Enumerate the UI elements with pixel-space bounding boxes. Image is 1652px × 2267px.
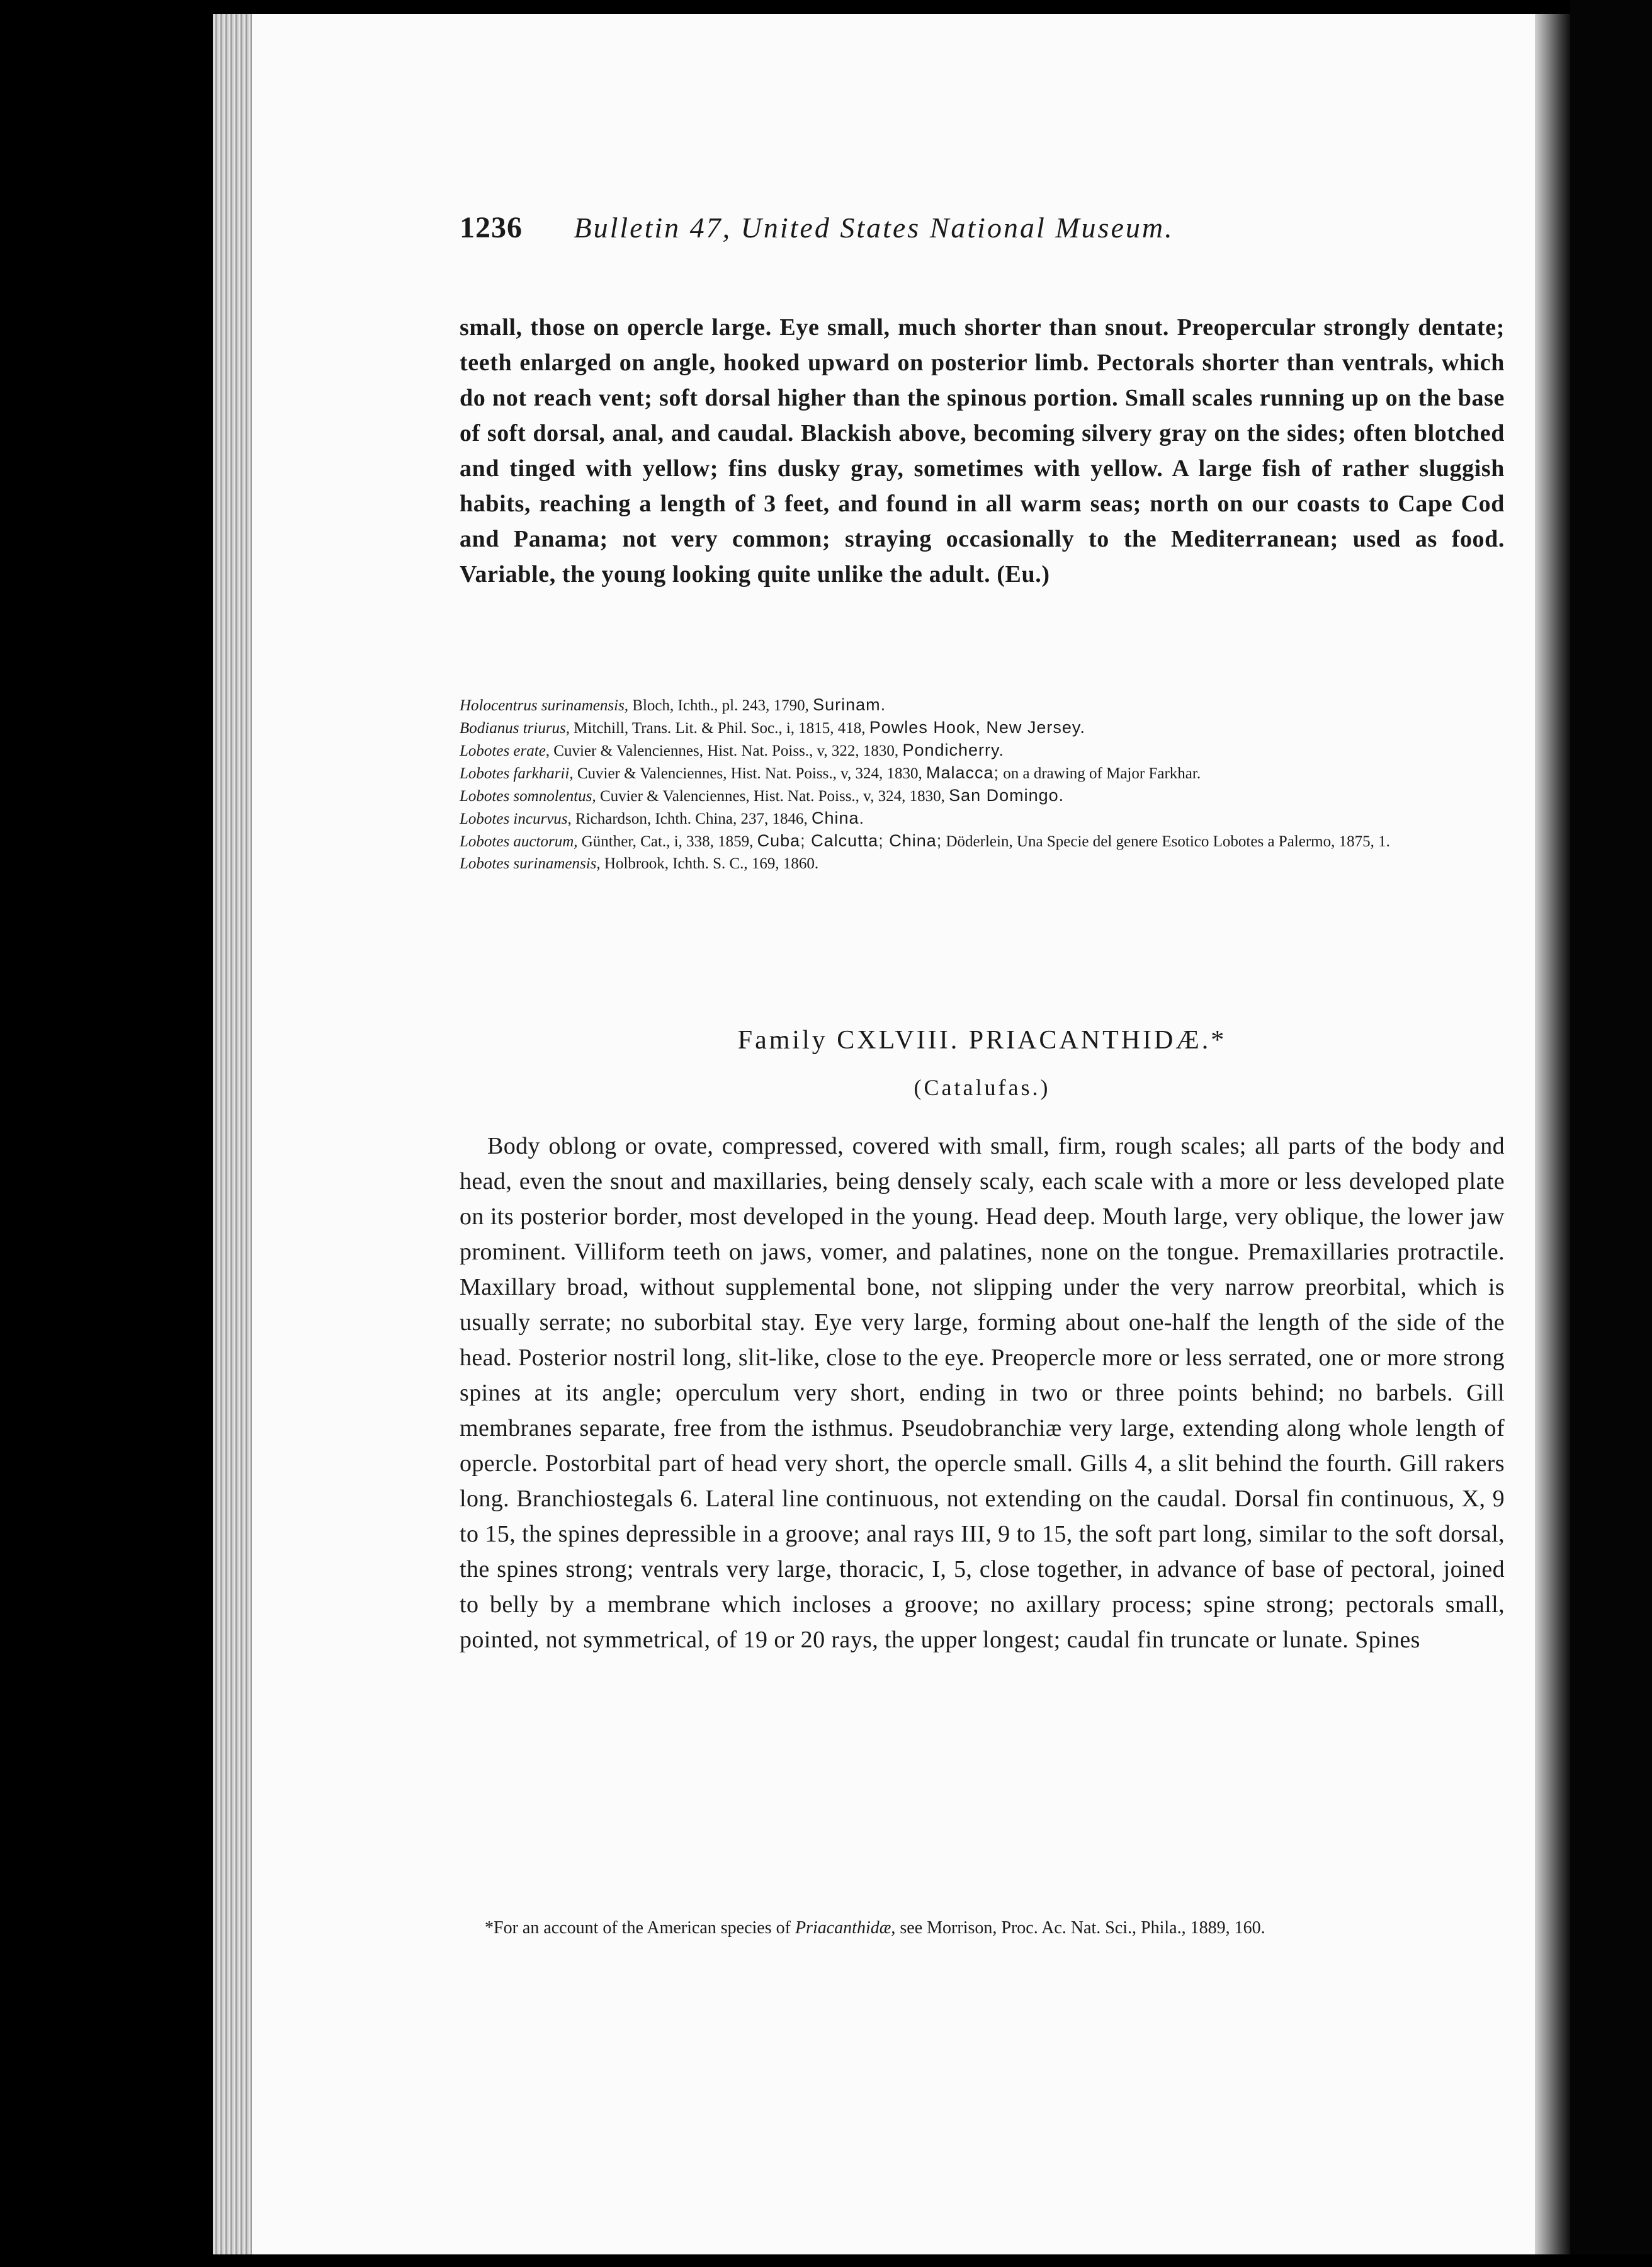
- synonym-name: Lobotes somnolentus,: [460, 788, 596, 805]
- family-description-paragraph: Body oblong or ovate, compressed, covered with small, firm, rough scales; all parts of the body and head, even the snout and maxillaries, being densely scaly, each scale with a more or less developed plate on its posterior border, most developed in the young. Head deep. Mouth large, very oblique, the lower jaw prominent. Villiform teeth on jaws, vomer, and palatines, none on the tongue. Premaxillaries protractile. Maxillary broad, without supplemental bone, not slipping under the very narrow preorbital, which is usually serrate; no suborbital stay. Eye very large, forming about one-half the length of the side of the head. Posterior nostril long, slit-like, close to the eye. Preopercle more or less serrated, one or more strong spines at its angle; operculum very short, ending in two or three points behind; no barbels. Gill membranes separate, free from the isthmus. Pseudobranchiæ very large, extending along whole length of opercle. Postorbital part of head very short, the opercle small. Gills 4, a slit behind the fourth. Gill rakers long. Branchiostegals 6. Lateral line continuous, not extending on the caudal. Dorsal fin continuous, X, 9 to 15, the spines depressible in a groove; anal rays III, 9 to 15, the soft part long, similar to the soft dorsal, the spines strong; ventrals very large, thoracic, I, 5, close together, in advance of base of pectoral, joined to belly by a membrane which incloses a groove; no axillary process; spine strong; pectorals small, pointed, not symmetrical, of 19 or 20 rays, the upper longest; caudal fin truncate or lunate. Spines: [460, 1133, 1505, 1653]
- synonym-locality: Pondicherry.: [902, 741, 1005, 759]
- synonym-note: on a drawing of Major Farkhar.: [999, 765, 1201, 782]
- synonym-name: Lobotes auctorum,: [460, 833, 578, 850]
- footnote-text: *For an account of the American species of: [485, 1918, 795, 1938]
- synonym-citation: Richardson, Ichth. China, 237, 1846,: [571, 810, 812, 827]
- synonym-locality: Powles Hook, New Jersey.: [869, 718, 1085, 737]
- synonymy-entry: [460, 785, 1505, 807]
- synonymy-entry: [460, 830, 1505, 853]
- synonym-name: Lobotes farkharii,: [460, 765, 574, 782]
- synonym-citation: Günther, Cat., i, 338, 1859,: [577, 833, 757, 850]
- synonym-name: Lobotes surinamensis,: [460, 855, 601, 872]
- synonym-citation: Cuvier & Valenciennes, Hist. Nat. Poiss., v, 322, 1830,: [550, 742, 903, 759]
- synonymy-entry: [460, 807, 1505, 830]
- page-number: 1236: [460, 211, 523, 244]
- page-content: [252, 14, 1535, 2267]
- book-gutter-shadow: [1535, 14, 1570, 2267]
- synonymy-entry: [460, 739, 1505, 762]
- synonymy-list: [460, 694, 1505, 875]
- synonymy-entry: [460, 694, 1505, 717]
- synonym-locality: Cuba; Calcutta; China;: [757, 831, 942, 850]
- synonym-locality: Malacca;: [925, 763, 1000, 782]
- synonymy-entry: [460, 762, 1505, 785]
- synonym-citation: Bloch, Ichth., pl. 243, 1790,: [628, 697, 813, 714]
- scan-border-right: [1570, 0, 1652, 2267]
- synonym-citation: Cuvier & Valenciennes, Hist. Nat. Poiss., v, 324, 1830,: [596, 788, 949, 805]
- scan-border-left: [0, 0, 164, 2267]
- family-heading: Family CXLVIII. PRIACANTHIDÆ.*: [737, 1026, 1227, 1055]
- synonym-note: Döderlein, Una Specie del genere Esotico Lobotes a Palermo, 1875, 1.: [942, 833, 1390, 850]
- species-description-paragraph: small, those on opercle large. Eye small, much shorter than snout. Preopercular strongly dentate; teeth enlarged on angle, hooked upward on posterior limb. Pectorals shorter than ventrals, which do not reach vent; soft dorsal higher than the spinous portion. Small scales running up on the base of soft dorsal, anal, and caudal. Blackish above, becoming silvery gray on the sides; often blotched and tinged with yellow; fins dusky gray, sometimes with yellow. A large fish of rather sluggish habits, reaching a length of 3 feet, and found in all warm seas; north on our coasts to Cape Cod and Panama; not very common; straying occasionally to the Mediterranean; used as food. Variable, the young looking quite unlike the adult. (Eu.): [460, 314, 1505, 588]
- synonym-citation: Holbrook, Ichth. S. C., 169, 1860.: [600, 855, 819, 872]
- footnote-citation: , see Morrison, Proc. Ac. Nat. Sci., Phila., 1889, 160.: [891, 1918, 1265, 1938]
- running-head-title: Bulletin 47, United States National Museum.: [574, 212, 1174, 244]
- synonym-name: Lobotes incurvus,: [460, 810, 572, 827]
- scan-border-top: [0, 0, 1652, 14]
- synonym-citation: Cuvier & Valenciennes, Hist. Nat. Poiss., v, 324, 1830,: [573, 765, 926, 782]
- footnote-italic-term: Priacanthidæ: [795, 1918, 891, 1938]
- family-common-name: (Catalufas.): [914, 1075, 1051, 1100]
- synonym-name: Holocentrus surinamensis,: [460, 697, 629, 714]
- synonym-name: Lobotes erate,: [460, 742, 550, 759]
- synonym-citation: Mitchill, Trans. Lit. & Phil. Soc., i, 1815, 418,: [570, 720, 869, 737]
- synonym-name: Bodianus triurus,: [460, 720, 570, 737]
- running-head: [460, 210, 1555, 245]
- synonymy-entry: [460, 853, 1505, 875]
- synonym-locality: Surinam.: [813, 695, 886, 714]
- synonymy-entry: [460, 717, 1505, 739]
- synonym-locality: China.: [811, 809, 865, 827]
- footnote: [460, 1917, 1505, 1940]
- synonym-locality: San Domingo.: [949, 786, 1065, 805]
- book-page-edges-left: [213, 14, 252, 2267]
